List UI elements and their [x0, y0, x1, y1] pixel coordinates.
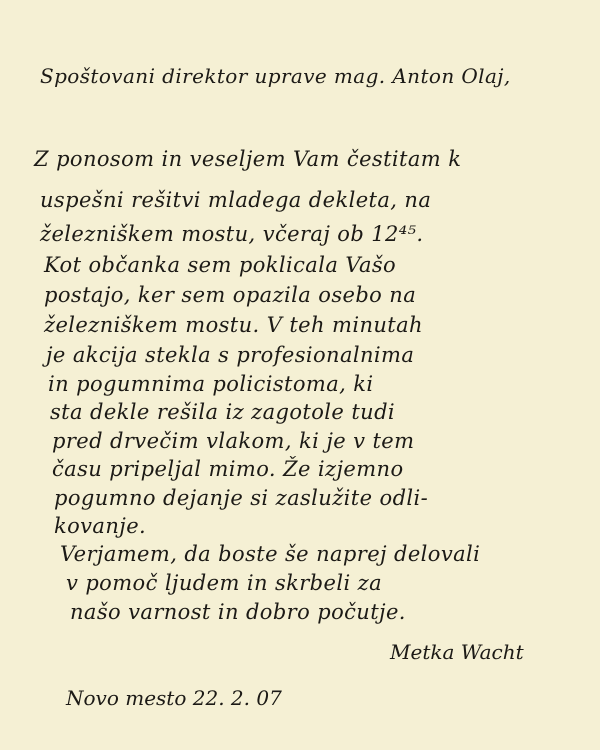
body-line: kovanje. [54, 514, 147, 538]
body-line: Z ponosom in veseljem Vam čestitam k [34, 147, 462, 171]
body-line: času pripeljal mimo. Že izjemno [52, 457, 404, 481]
body-line: uspešni rešitvi mladega dekleta, na [40, 188, 432, 212]
body-line: je akcija stekla s profesionalnima [46, 343, 415, 367]
signature: Metka Wacht [390, 640, 524, 664]
body-line: Kot občanka sem poklicala Vašo [44, 253, 397, 277]
body-line: železniškem mostu. V teh minutah [44, 313, 423, 337]
body-line: pogumno dejanje si zaslužite odli- [54, 486, 429, 510]
body-line: in pogumnima policistoma, ki [48, 372, 374, 396]
body-line: železniškem mostu, včeraj ob 12⁴⁵. [40, 222, 424, 246]
body-line: našo varnost in dobro počutje. [70, 600, 406, 624]
letter-greeting: Spoštovani direktor uprave mag. Anton Olaj, [40, 64, 511, 88]
body-line: pred drvečim vlakom, ki je v tem [52, 429, 415, 453]
body-line: postajo, ker sem opazila osebo na [44, 283, 417, 307]
body-line: sta dekle rešila iz zagotole tudi [50, 400, 396, 424]
body-line: Verjamem, da boste še naprej delovali [60, 542, 481, 566]
place-and-date: Novo mesto 22. 2. 07 [66, 686, 282, 710]
body-line: v pomoč ljudem in skrbeli za [66, 571, 383, 595]
